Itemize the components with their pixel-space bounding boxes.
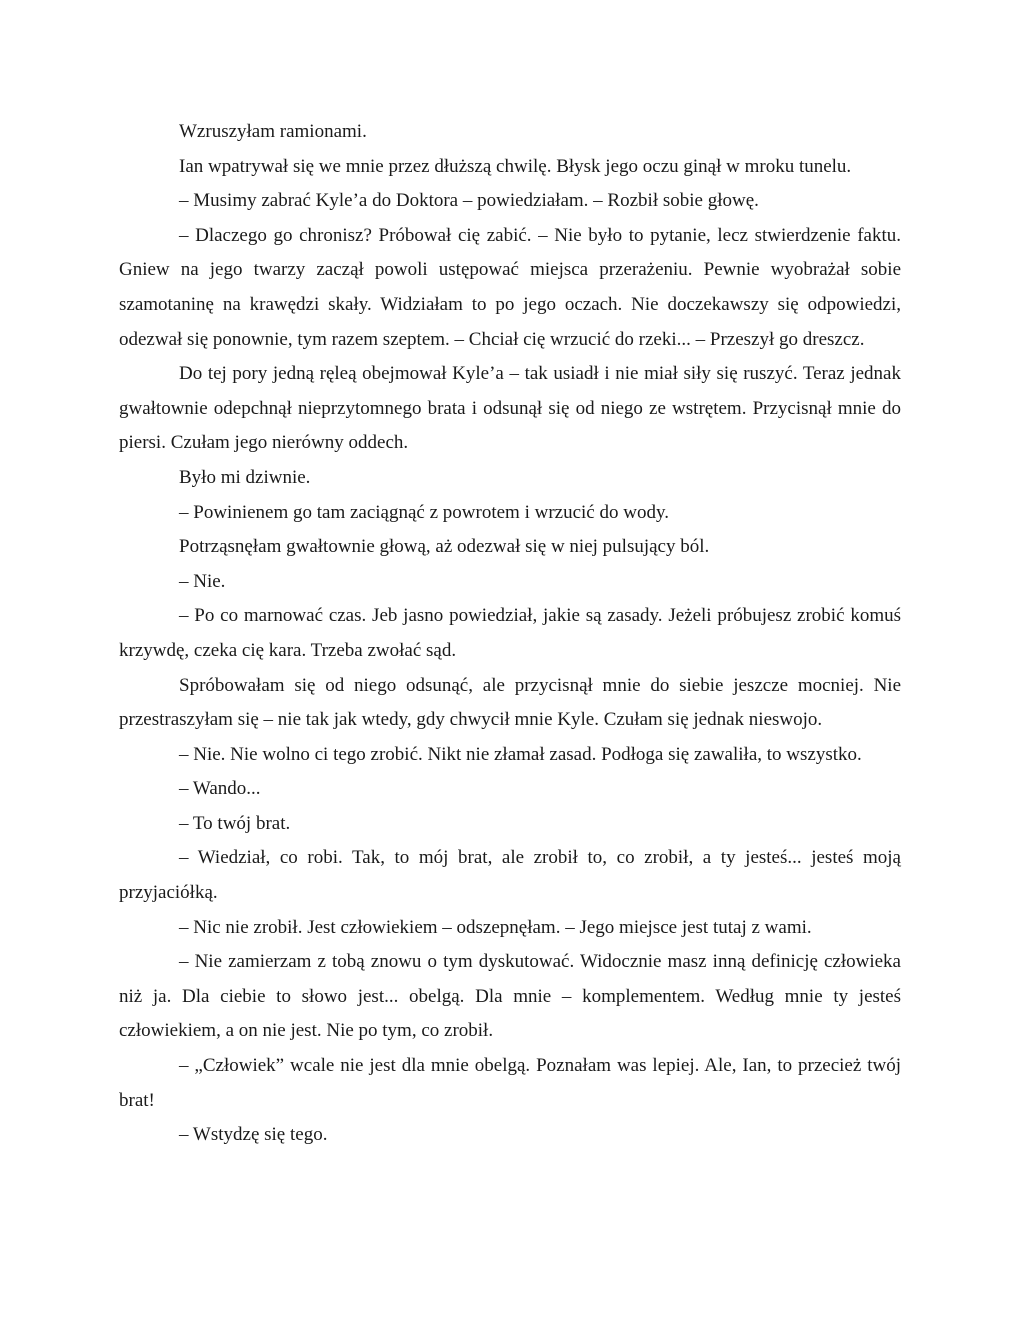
paragraph: Spróbowałam się od niego odsunąć, ale przycisnął mnie do siebie jeszcze mocniej. Nie przestraszyłam się – nie tak jak wtedy, gdy chwycił mnie Kyle. Czułam się jednak nieswojo.: [119, 674, 901, 731]
paragraph: – Powinienem go tam zaciągnąć z powrotem i wrzucić do wody.: [179, 501, 669, 523]
paragraph: – „Człowiek” wcale nie jest dla mnie obelgą. Poznałam was lepiej. Ale, Ian, to przecież twój brat!: [119, 1055, 901, 1111]
paragraph: – Dlaczego go chronisz? Próbował cię zabić. – Nie było to pytanie, lecz stwierdzenie faktu. Gniew na jego twarzy zaczął powoli ustępować miejsca przerażeniu. Pewnie wyobrażał sobie szamotaninę na krawędzi skały. Widziałam to po jego oczach. Nie doczekawszy się odpowiedzi, odezwał się ponownie, tym razem szeptem. – Chciał cię wrzucić do rzeki... – Przeszył go dreszcz.: [119, 224, 901, 350]
paragraph: – Musimy zabrać Kyle’a do Doktora – powiedziałam. – Rozbił sobie głowę.: [179, 190, 759, 212]
paragraph: – To twój brat.: [179, 812, 291, 834]
paragraph: – Nie.: [179, 570, 226, 592]
paragraph: – Nie zamierzam z tobą znowu o tym dyskutować. Widocznie masz inną definicję człowieka niż ja. Dla ciebie to słowo jest... obelgą. Dla mnie – komplementem. Według mnie ty jesteś człowiekiem, a on nie jest. Nie po tym, co zrobił.: [119, 951, 901, 1042]
paragraph: – Wstydzę się tego.: [179, 1124, 328, 1146]
paragraph: – Nic nie zrobił. Jest człowiekiem – odszepnęłam. – Jego miejsce jest tutaj z wami.: [179, 916, 812, 938]
paragraph: Potrząsnęłam gwałtownie głową, aż odezwał się w niej pulsujący ból.: [179, 536, 710, 558]
paragraph: – Wiedział, co robi. Tak, to mój brat, ale zrobił to, co zrobił, a ty jesteś... jesteś moją przyjaciółką.: [119, 847, 901, 904]
paragraph: Ian wpatrywał się we mnie przez dłuższą chwilę. Błysk jego oczu ginął w mroku tunelu.: [179, 155, 852, 177]
paragraph: Do tej pory jedną ręleą obejmował Kyle’a – tak usiadł i nie miał siły się ruszyć. Teraz jednak gwałtownie odepchnął nieprzytomnego brata i odsunął się od niego ze wstrętem. Przycisnął mnie do piersi. Czułam jego nierówny oddech.: [119, 363, 901, 454]
body-text: [119, 115, 901, 1153]
paragraph: – Po co marnować czas. Jeb jasno powiedział, jakie są zasady. Jeżeli próbujesz zrobić komuś krzywdę, czeka cię kara. Trzeba zwołać sąd.: [119, 605, 901, 661]
paragraph: – Wando...: [179, 778, 261, 800]
paragraph: Było mi dziwnie.: [179, 466, 311, 488]
paragraph: – Nie. Nie wolno ci tego zrobić. Nikt nie złamał zasad. Podłoga się zawaliła, to wszystko.: [179, 743, 862, 765]
paragraph: Wzruszyłam ramionami.: [179, 121, 367, 142]
